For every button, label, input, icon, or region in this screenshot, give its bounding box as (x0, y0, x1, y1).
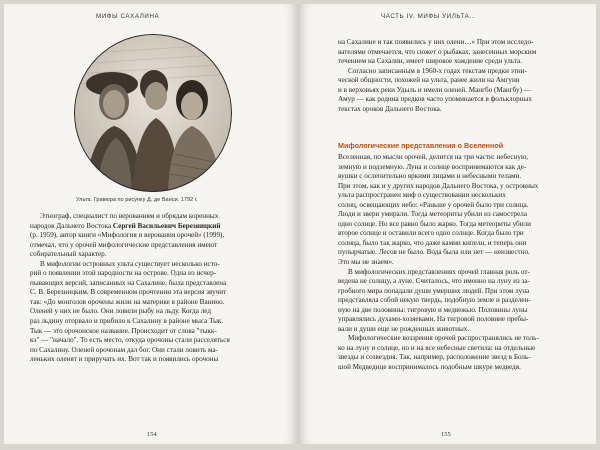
right-body-text-top (338, 38, 564, 114)
text-line: В мифологических представлениях орочей главная роль от- (348, 267, 530, 276)
page-number-left: 154 (147, 431, 157, 438)
text-line: леньких оленят и приручать их. Вот так и появились орочоны (30, 355, 219, 364)
right-body-text-bottom (338, 153, 564, 373)
text-line: (р. 1959), автор книги «Мифология и верования орочей» (1999), (30, 231, 225, 240)
section-heading: Мифологические представления о Вселенной (338, 141, 504, 150)
text-line: ческой общности, похожей на ульта, ранее жили на Амгуни (338, 76, 520, 85)
text-line: солнца, было так жарко, что даже камни кипели, и теперь они (338, 238, 527, 247)
engraving-portrait-icon (74, 34, 232, 192)
text-line: пывающих версий, записанных на Сахалине, была представлена (30, 278, 227, 287)
text-line: С. В. Березницким. В современном прочтении эта версия звучит (30, 288, 227, 297)
text-line: кэ" — "начало". То есть место, откуда орочоны стали расселяться (30, 336, 230, 345)
text-line: вателями отмечается, что сюжет о рыбаках, занесенных морским (338, 47, 537, 56)
text-line: ную на две половины: тигровую и медвежью. Половины луны (338, 305, 528, 314)
text-line: вушки с ослепительно яркими лицами и небесными телами. (338, 172, 522, 181)
page-number-right: 155 (441, 431, 451, 438)
running-head-right: ЧАСТЬ IV. МИФЫ УИЛЬТА… (381, 13, 477, 20)
text-line: собирательный характер. (30, 250, 107, 259)
text-line (30, 222, 272, 232)
person-name: Сергей Васильевич Березницкий (112, 221, 221, 230)
text-line: второе солнце и оставили всего одно солнце. Когда было три (338, 229, 524, 238)
text-line: на Сахалине и так появились у них олени…» При этом исследо- (338, 38, 534, 46)
text-line: земную и подземную. Луна и солнце воспринимаются как де- (338, 162, 527, 171)
text-line: ведена не солнцу, а луне. Считалось, что именно на луну из за- (338, 277, 530, 286)
text-line: В мифологии островных ульта существует несколько исто- (40, 259, 220, 268)
text-line: управлялись духами-хозяевами. На тигровой половине пребы- (338, 315, 529, 324)
left-body-text (30, 212, 272, 365)
text-line: отмечал, что у орочей мифологические представления имеют (30, 240, 218, 249)
right-page (298, 4, 596, 444)
text-line: течением на Сахалин, имеет широкое хождение среди ульта. (338, 57, 522, 66)
text-line: Мифологические воззрения орочей распространялись не толь- (348, 334, 539, 343)
text-line: Амур — как родина предков часто упоминается в фольклорных (338, 95, 532, 104)
text-line: текстах ороков Дальнего Востока. (338, 104, 442, 113)
text-line: Тык — это орочонское название. Происходит от слова "тыкк- (30, 326, 217, 335)
text-line: ко на луну и солнце, но и на все небесные светила: на отдельные (338, 343, 536, 352)
text-line: Согласно записанным в 1960-х годах текстам предки этни- (348, 66, 527, 75)
text-line: и в верховьях реки Удыль и имели оленей. Мангбо (Мангбу) — (338, 85, 531, 94)
engraving-illustration (74, 34, 232, 192)
text-line: Это мы не знаем». (338, 258, 394, 267)
text-fragment: народов Дальнего Востока (30, 221, 113, 230)
text-line: солнц, освещающих небо: «Раньше у орочей было три солнца. (338, 200, 529, 209)
text-line: Оленей у них не было. Они ловили рыбу на льду. Когда лед (30, 307, 211, 316)
illustration-caption: Ульта. Гравюра по рисунку Д. де Ванси. 1792 г. (76, 197, 198, 203)
text-line: ульта распространен миф о существовании нескольких (338, 191, 506, 200)
text-line: При этом, как и у других народов Дальнего Востока, у островных (338, 181, 539, 190)
text-line: гробного мира попадали души умерших людей. При этом луна (338, 286, 530, 295)
text-line: по Сахалину. Оленей орочонам дал бог. Они стали ловить ма- (30, 345, 218, 354)
text-line: так: «До монголов орочены жили на материке в районе Ванино. (30, 297, 225, 306)
text-line: вали и души еще не рожденных животных. (338, 324, 470, 333)
text-line: раз льдину оторвало и прибило к Сахалину в районе мыса Тык. (30, 317, 224, 326)
text-line: шой Медведице воспринималось подобным шкуре медведя. (338, 363, 521, 372)
text-line: пупырчатые. Лесов не было. Вода была или нет — неизвестно. (338, 248, 530, 257)
text-line: рий о появлении этой народности на острове. Одна из исчер- (30, 269, 217, 278)
text-line: звезды и созвездия. Так, например, расположение звезд в Боль- (338, 353, 531, 362)
text-line: Этнограф, специалист по верованиям и обрядам коренных (40, 212, 219, 220)
text-line: представляла собой некую твердь, подобную земле и разделен- (338, 296, 531, 305)
text-line: Вселенная, по мысли орочей, делится на три части: небесную, (338, 153, 529, 161)
text-line: Люди и звери умирали. Тогда метеориты убили из самострела (338, 210, 527, 219)
text-line: одно солнце. Но все равно было жарко. Тогда метеориты убили (338, 219, 531, 228)
left-page (4, 4, 298, 444)
running-head-left: МИФЫ САХАЛИНА (96, 13, 160, 20)
